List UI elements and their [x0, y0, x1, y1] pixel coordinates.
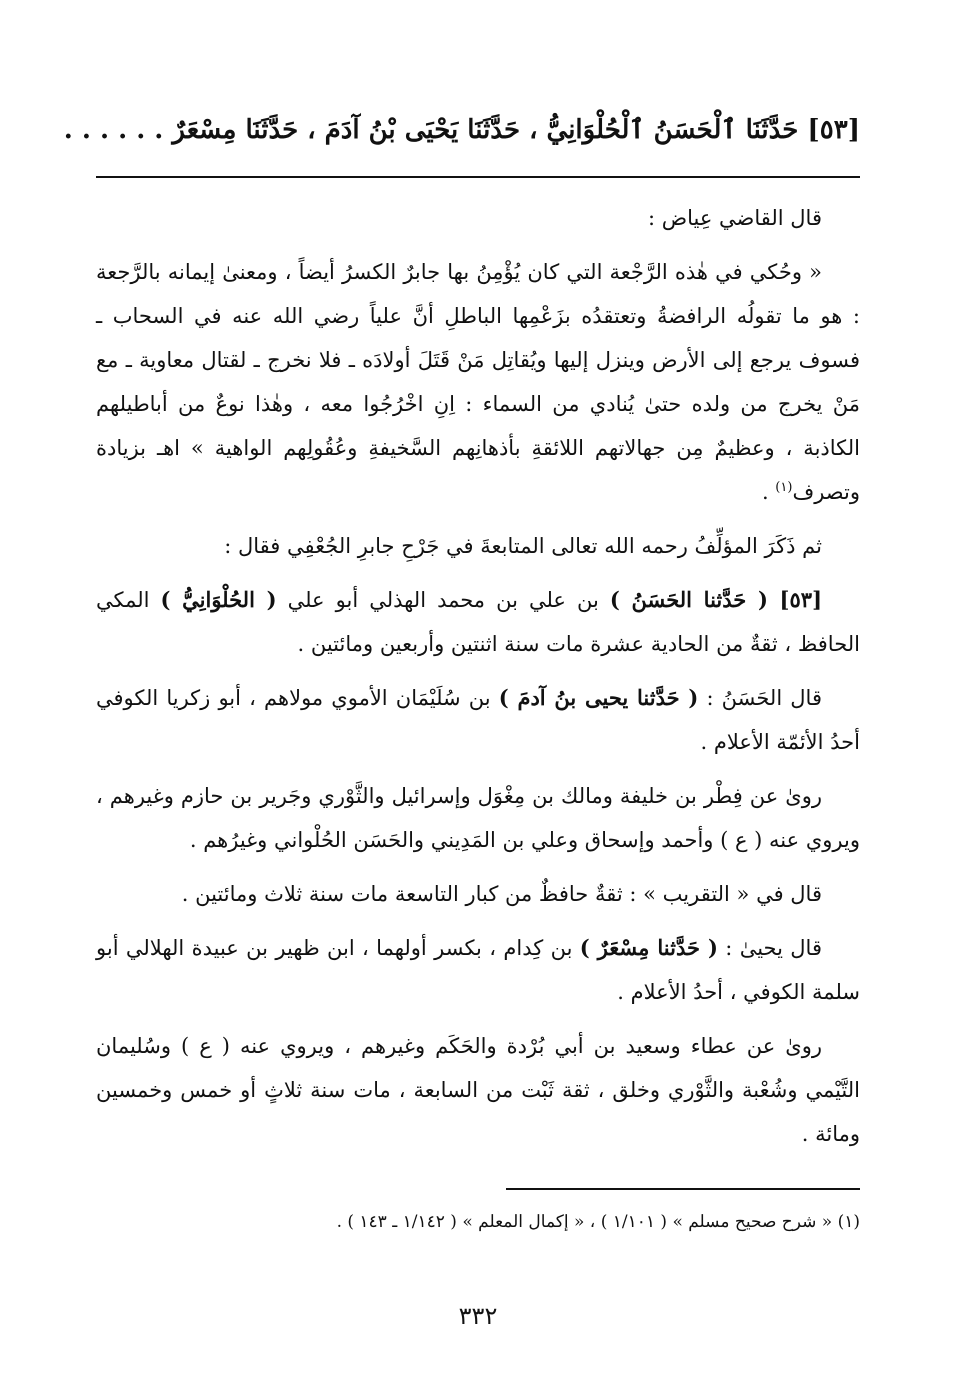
- paragraph-4: [96, 578, 860, 666]
- running-header: [٥٣] حَدَّثَنَا ٱلْحَسَنُ ٱلْحُلْوَانِيُّ ، حَدَّثَنَا يَحْيَى بْنُ آدَمَ ، حَدَّثَنَا مِسْعَرٌ . . . . . .: [63, 115, 860, 145]
- paragraph-1: قال القاضي عِياض :: [647, 206, 822, 230]
- hadith-ref-hasan: [٥٣] ( حَدَّثنا الحَسَنُ ): [609, 587, 822, 612]
- paragraph-5: [96, 676, 860, 764]
- paragraph-8: [96, 926, 860, 1014]
- paragraph-7: قال في « التقريب » : ثقةٌ حافظٌ من كبار التاسعة مات سنة ثلاث ومائتين .: [181, 882, 822, 906]
- p8-start: قال يحيىٰ :: [717, 936, 822, 960]
- footnote-marker[interactable]: (١): [775, 480, 793, 495]
- hadith-ref-hulwani: ( الحُلْوَانِيُّ ): [160, 587, 277, 612]
- p4-mid: بن علي بن محمد الهذلي أبو علي: [276, 588, 610, 612]
- paragraph-2: [96, 250, 860, 514]
- hadith-ref-misar: ( حَدَّثنا مِسْعَرٌ ): [579, 935, 718, 960]
- p8-end: بن كِدام ، بكسر أولهما ، ابن ظهير بن عبيدة الهلالي أبو سلمة الكوفي ، أحدُ الأعلام .: [96, 936, 860, 1004]
- quote-text: « وحُكي في هٰذه الرَّجْعة التي كان يُؤْمِنُ بها جابرٌ الكسرُ أيضاً ، ومعنىٰ إيمانه بالرَّجعة : هو ما تقولُه الرافضةُ وتعتقدُه بزَعْمِها الباطلِ أنَّ علياً رضي الله عنه في السحاب ـ فسوف يرجع إلى الأرض وينزل إليها ويُقاتِل مَنْ قَتَلَ أولادَه ـ فلا نخرج ـ لقتال معاوية ـ مع مَنْ يخرج من ولده حتىٰ يُنادي من السماء : اِنِ اخْرُجُوا معه ، وهٰذا نوعٌ من أباطيلهم الكاذبة ، وعظيمٌ مِن جهالاتهم اللائقةِ بأذهانِهم السَّخيفةِ وعُقُولِهم الواهية » اهـ بزيادة وتصرف: [96, 260, 860, 504]
- hadith-ref-yahya: ( حَدَّثنا يحيى بنُ آدمَ ): [498, 685, 699, 710]
- header-rule: [96, 176, 860, 178]
- p5-start: قال الحَسَنُ :: [698, 686, 822, 710]
- quote-end: .: [761, 480, 776, 504]
- paragraph-9: روىٰ عن عطاء وسعيد بن أبي بُرْدة والحَكَم وغيرهم ، ويروي عنه ( ع ) وسُليمان التَّيْمي وشُعْبة والثَّوْري وخلق ، ثقة ثَبْت من السابعة ، مات سنة ثلاثٍ أو خمس وخمسين ومائة .: [96, 1034, 860, 1146]
- main-text: [96, 196, 860, 1166]
- p4-end: المكي الحافظ ، ثقةٌ من الحادية عشرة مات سنة اثنتين وأربعين ومائتين .: [96, 588, 860, 656]
- page-number: ٣٣٢: [458, 1302, 498, 1330]
- footnote: (١) « شرح صحيح مسلم » ( ١/١٠١ ) ، « إكمال المعلم » ( ١/١٤٢ ـ ١٤٣ ) .: [336, 1212, 860, 1232]
- paragraph-3: ثم ذَكَرَ المؤلِّفُ رحمه الله تعالى المتابعةَ في جَرْحِ جابرِ الجُعْفِي فقال :: [224, 534, 822, 558]
- paragraph-6: روىٰ عن فِطْر بن خليفة ومالك بن مِغْوَل وإسرائيل والثَّوْري وجَرير بن حازم وغيرهم ، ويروي عنه ( ع ) وأحمد وإسحاق وعلي بن المَدِيني والحَسَن الحُلْواني وغيرُهم .: [96, 784, 860, 852]
- footnote-rule: [506, 1188, 860, 1190]
- p5-end: بن سُلَيْمَان الأموي مولاهم ، أبو زكريا الكوفي أحدُ الأئمّة الأعلام .: [96, 686, 860, 754]
